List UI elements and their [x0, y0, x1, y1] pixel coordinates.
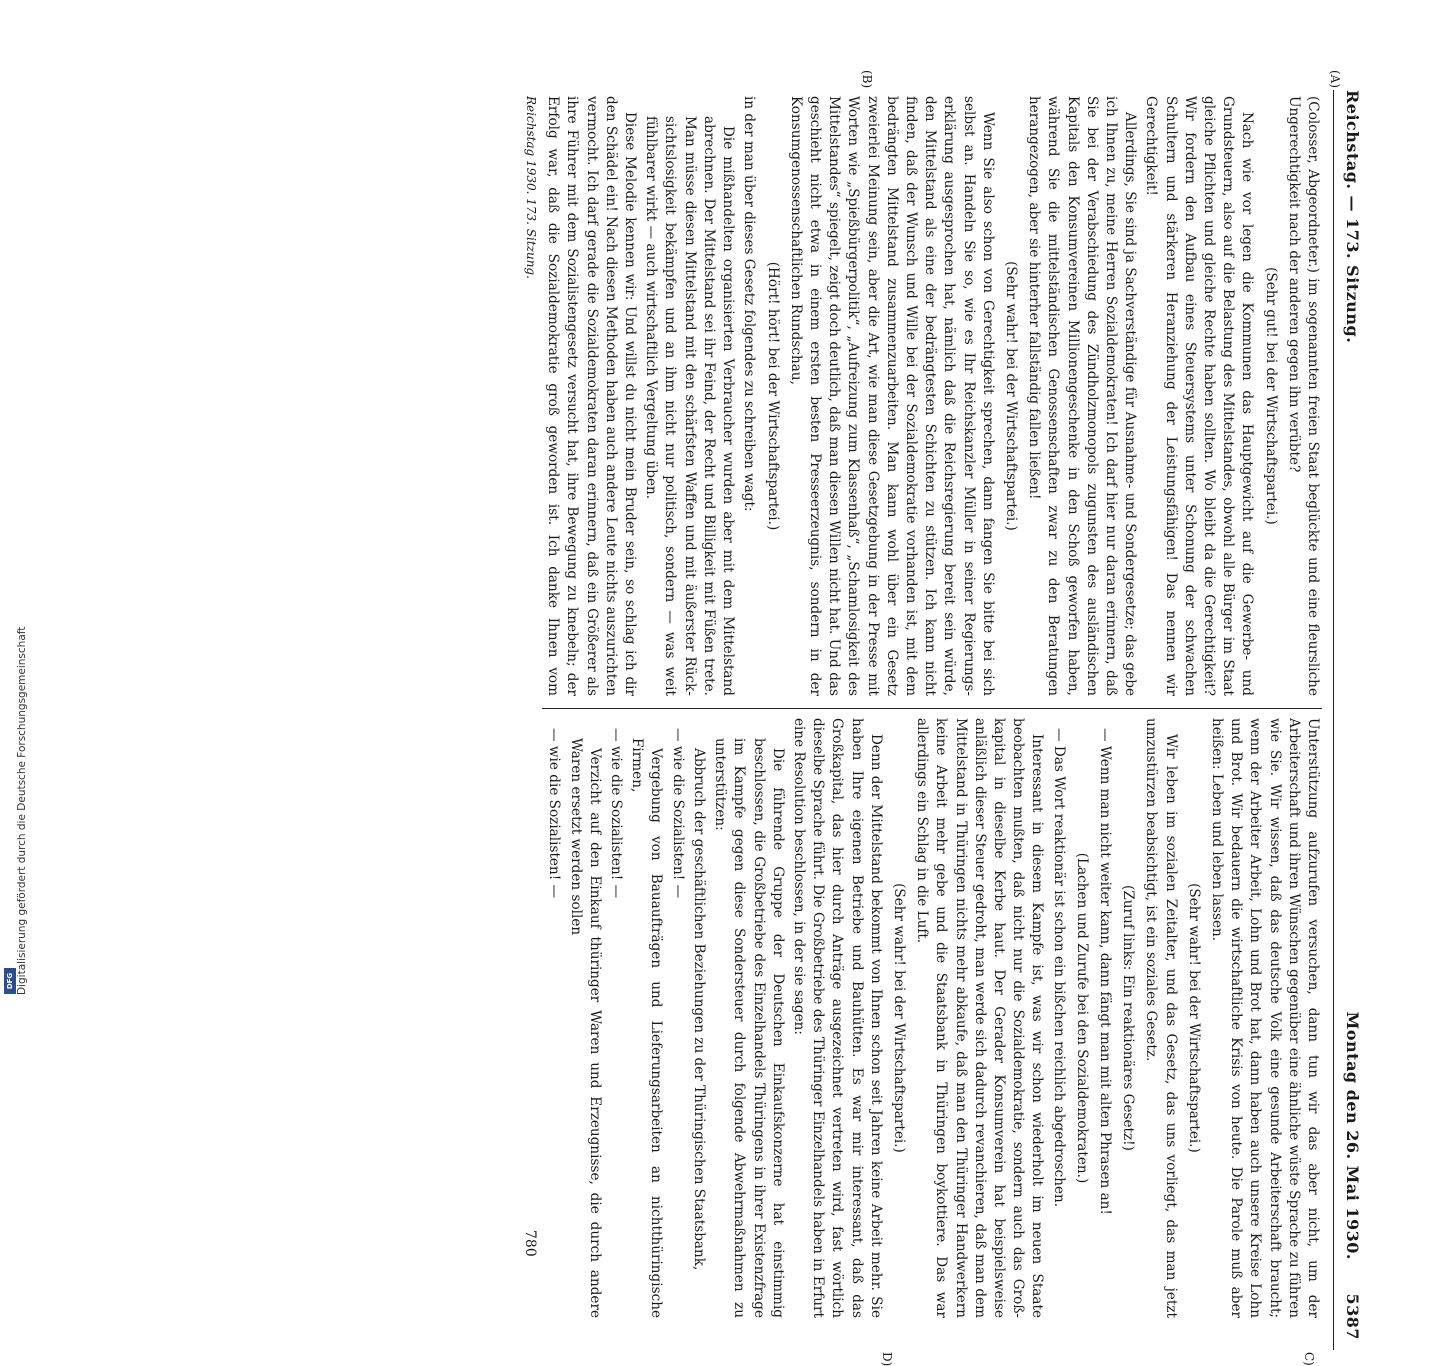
- running-head-left: Reichstag. — 173. Sitzung.: [1343, 90, 1362, 343]
- right-column: [542, 718, 1322, 1318]
- column-rule: [542, 708, 1322, 709]
- paragraph: — Das Wort reaktionär ist schon ein bißchen reichlich abgedroschen.: [1048, 740, 1067, 1318]
- footer-page-number: 780: [522, 1230, 538, 1257]
- paragraph: (Sehr gut! bei der Wirtschaftspartei.): [1260, 96, 1279, 696]
- paragraph: Vergebung von Bauaufträgen und Lieferungsarbeiten an nichtthüringische Firmen,: [627, 738, 665, 1318]
- paragraph: — wie die Sozialisten! —: [606, 740, 625, 1318]
- paragraph: (Sehr wahr! bei der Wirtschaftspartei.): [1184, 718, 1203, 1318]
- paragraph: (Lachen und Zurufe bei den Sozialdemokraten.): [1072, 718, 1091, 1318]
- paragraph: Allerdings, Sie sind ja Sachverständige für Ausnahme- und Sondergesetze; das gebe ich Ihnen zu, meine Herren Sozialdemokraten! Ich darf hier nur daran erinnern, daß Sie bei der Verabschiedung des Zündholzmonopols zugunsten des ausländischen Kapitals den Konsumvereinen Millionengeschenke in den Schoß geworfen haben, während Sie die mittelständischen Genossenschaften zwar zu den Beratungen herangezogen, aber sie hinterher fallständig fallen ließen!: [1024, 96, 1139, 696]
- paragraph: — Wenn man nicht weiter kann, dann fängt man mit alten Phrasen an!: [1095, 740, 1114, 1318]
- margin-mark-b: (B): [860, 70, 874, 88]
- footer-session: Reichstag 1930. 173. Sitzung.: [524, 96, 538, 279]
- digitization-credit-text: Digitalisierung gefördert durch die Deutsche Forschungsgemeinschaft: [16, 627, 28, 995]
- paragraph: (Hört! hört! bei der Wirtschaftspartei.): [762, 96, 781, 696]
- paragraph: Denn der Mittelstand bekommt von Ihnen schon seit Jahren keine Arbeit mehr. Sie haben Ihre eigenen Betriebe und Bauhütten. Es war mir interessant, daß das Großkapital, das hier durch Anträge ausgezeichnet vertreten wird, fast wörtlich dieselbe Sprache führt. Die Großbetriebe des Thüringer Einzelhandels haben in Erfurt eine Resolution beschlossen, in der sie sagen:: [789, 718, 885, 1318]
- paragraph: (Colosser, Abgeordneter.) im sogenannten freien Staat beglückte und eine fleursliche Ungerechtigkeit nach der anderen gegen ihn verübte?: [1284, 96, 1322, 696]
- dfg-logo-text: DFG: [6, 973, 14, 989]
- paragraph: Abbruch der geschäftlichen Beziehungen zu der Thüringischen Staatsbank,: [689, 738, 708, 1318]
- paragraph: (Sehr wahr! bei der Wirtschaftspartei.): [889, 718, 908, 1318]
- header-rule: [1333, 90, 1334, 1350]
- paragraph: Wenn Sie also schon von Gerechtigkeit sprechen, dann fangen Sie bitte bei sich selbst an. Handeln Sie so, wie es Ihr Reichskanzler Müller in seiner Regierungserklärung ausgesprochen hat, nämlich daß die Reichsregierung bereit sein würde, den Mittelstand als eine der bedrängtesten Schichten zu stützen. Ich kann nicht finden, daß der Wunsch und Wille bei der Sozialdemokratie vorhanden ist, mit dem bedrängten Mittelstand zusammenzuarbeiten. Man kann wohl über ein Gesetz zweierlei Meinung sein, aber die Art, wie man diese Gesetzgebung in der Presse mit Worten wie „Spießbürgerpolitik“, „Aufreizung zum Klassenhaß“, „Schamlosigkeit des Mittelstandes“ spiegelt, zeigt doch deutlich, daß man diesen Willen nicht hat. Und das geschieht nicht etwa in einem ersten besten Presseerzeugnis, sondern in der Konsumgenossenschaftlichen Rundschau,: [786, 96, 997, 696]
- margin-mark-c: C): [1302, 1352, 1316, 1366]
- page-number: 5387: [1343, 1293, 1362, 1340]
- paragraph: in der man über dieses Gesetz folgendes zu schreiben wagt:: [739, 96, 758, 696]
- paragraph: Wir leben im sozialen Zeitalter, und das Gesetz, das uns vorliegt, das man jetzt umzustürzen beabsichtigt, ist ein soziales Gesetz.: [1141, 718, 1179, 1318]
- left-column: [542, 96, 1322, 696]
- paragraph: (Sehr wahr! bei der Wirtschaftspartei.): [1001, 96, 1020, 696]
- margin-mark-d: D): [880, 1352, 894, 1366]
- paragraph: Die mißhandelten organisierten Verbraucher wurden aber mit dem Mittelstand abrechnen. Der Mittelstand sei ihr Feind, der Recht und Billigkeit mit Füßen trete. Man müsse diesen Mittelstand mit den schärfsten Waffen und mit äußerster Rücksichtslosigkeit bekämpfen und an ihm nicht nur politisch, sondern — was weit fühlbarer wirkt — auch wirtschaftlich Vergeltung üben.: [641, 116, 737, 696]
- paragraph: Die führende Gruppe der Deutschen Einkaufskonzerne hat einstimmig beschlossen, die Großbetriebe des Einzelhandels Thüringens in ihrer Existenzfrage im Kampfe gegen diese Sondersteuer durch folgende Abwehrmaßnahmen zu unterstützen:: [710, 738, 787, 1318]
- paragraph: (Zuruf links: Ein reaktionäres Gesetz!): [1118, 718, 1137, 1318]
- paragraph: Verzicht auf den Einkauf thüringer Waren und Erzeugnisse, die durch andere Waren ersetzt werden sollen: [565, 738, 603, 1318]
- running-head-right: Montag den 26. Mai 1930.: [1343, 1012, 1362, 1260]
- paragraph: — wie die Sozialisten! —: [668, 740, 687, 1318]
- paragraph: Diese Melodie kennen wir: Und willst du nicht mein Bruder sein, so schlag ich dir den Schädel ein! Nach diesen Methoden haben auch andere Leute nichts auszurichten vermocht. Ich darf gerade die Sozialdemokraten daran erinnern, daß ein Größerer als ihre Führer mit dem Sozialistengesetz versucht hat, ihre Bewegung zu knebeln; der Erfolg war, daß die Sozialdemokratie groß geworden ist. Ich danke Ihnen vom: [542, 96, 639, 696]
- margin-mark-a: (A): [1328, 70, 1342, 88]
- paragraph: — wie die Sozialisten! —: [544, 740, 563, 1318]
- paragraph: Interessant in diesem Kampfe ist, was wir schon wiederholt im neuen Staate beobachten mußten, daß nicht nur die Sozialdemokratie, sondern auch das Großkapital in dieselbe Kerbe haut. Der Gerader Konsumverein hat beispielsweise anläßlich dieser Steuer gedroht, man werde sich dadurch revanchieren, daß man dem Mittelstand in Thüringen nichts mehr abkaufe, daß man den Thüringer Handwerkern keine Arbeit mehr gebe und die Staatsbank in Thüringen boykottiere. Das war allerdings ein Schlag in die Luft.: [912, 718, 1046, 1318]
- running-head: [1336, 90, 1362, 1340]
- paragraph: Unterstützung aufzurufen versuchen, dann tun wir das aber nicht, um der Arbeiterschaft und ihren Wünschen gegenüber eine ähnliche wüste Sprache zu führen wie Sie. Wir wissen, daß das deutsche Volk eine gesunde Arbeiterschaft braucht; wenn der Arbeiter Arbeit, Lohn und Brot hat, dann haben auch unsere Kreise Lohn und Brot. Wir bedauern die wirtschaftliche Krisis von heute. Die Parole muß aber heißen: Leben und leben lassen.: [1207, 718, 1322, 1318]
- paragraph: Nach wie vor legen die Kommunen das Hauptgewicht auf die Gewerbe- und Grundsteuern, also auf die Belastung des Mittelstandes, obwohl alle Bürger im Staat gleiche Pflichten und gleiche Rechte haben sollten. Wo bleibt da die Gerechtigkeit? Wir fordern den Aufbau eines Steuersystems unter Schonung der schwachen Schultern und stärkeren Heranziehung der Leistungsfähigen! Das nennen wir Gerechtigkeit!: [1141, 96, 1256, 696]
